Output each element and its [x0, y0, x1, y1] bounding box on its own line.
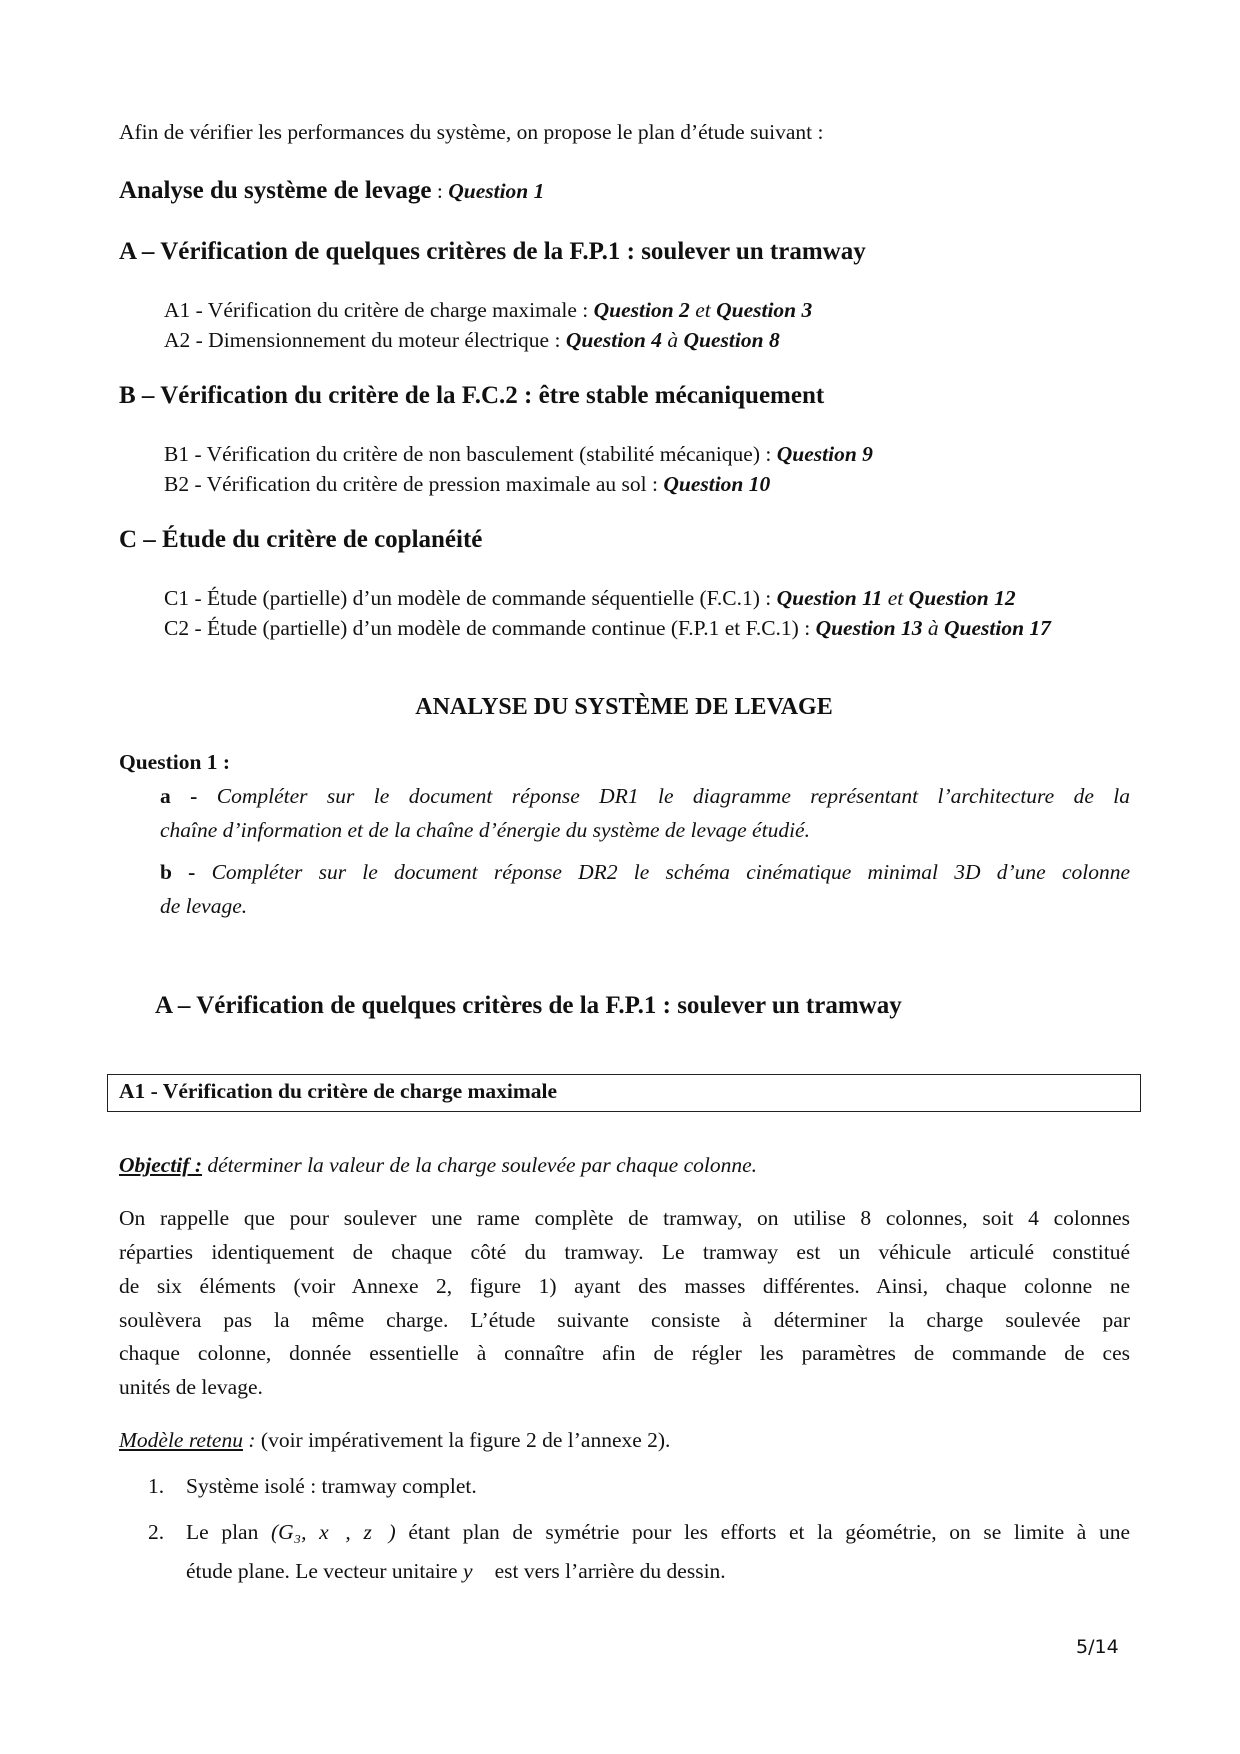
list-item-2-line2: [186, 1559, 726, 1585]
plan-c-title: C – Étude du critère de coplanéité: [119, 526, 483, 553]
list-item-2-line2-pre: étude plane. Le vecteur unitaire: [186, 1559, 463, 1583]
modele-text: (voir impérativement la figure 2 de l’annexe 2).: [255, 1428, 671, 1452]
plan-a1-q2: Question 3: [716, 298, 813, 322]
plan-c1-item: [164, 586, 1016, 612]
question1-a-label: a -: [160, 784, 198, 808]
plan-c1-q2: Question 12: [908, 586, 1016, 610]
list-item-2-math: (G₃, x⃗, z⃗): [270, 1520, 396, 1544]
list-item-1-text: Système isolé : tramway complet.: [186, 1474, 477, 1498]
list-item-2-vector: y⃗: [462, 1559, 490, 1583]
plan-a2-item: [164, 328, 780, 354]
plan-c2-q2: Question 17: [944, 616, 1051, 640]
plan-c2-conj: à: [922, 616, 944, 640]
question1-label: Question 1 :: [119, 750, 231, 774]
objectif-text: déterminer la valeur de la charge soulevée par chaque colonne.: [207, 1153, 758, 1177]
modele-colon: :: [242, 1428, 256, 1452]
modele-line: [119, 1428, 670, 1454]
plan-a2-text: A2 - Dimensionnement du moteur électrique :: [164, 328, 566, 352]
question1-a-line1: [160, 784, 1130, 810]
list-item-2-post: étant plan de symétrie pour les efforts et la géométrie, on se limite à une: [395, 1520, 1130, 1544]
plan-b2-item: [164, 472, 770, 498]
objectif-line: [119, 1153, 757, 1179]
question1-b-text1: Compléter sur le document réponse DR2 le schéma cinématique minimal 3D d’une colonne: [211, 860, 1131, 884]
part-a-title: A – Vérification de quelques critères de la F.P.1 : soulever un tramway: [155, 992, 902, 1019]
plan-a-title: A – Vérification de quelques critères de la F.P.1 : soulever un tramway: [119, 238, 866, 265]
plan-analyse-sep: :: [431, 179, 449, 203]
plan-b2-text: B2 - Vérification du critère de pression maximale au sol :: [164, 472, 664, 496]
plan-c2-item: [164, 616, 1051, 642]
plan-a2-q2: Question 8: [683, 328, 780, 352]
plan-analyse-question: Question 1: [448, 179, 545, 203]
plan-c1-text: C1 - Étude (partielle) d’un modèle de commande séquentielle (F.C.1) :: [164, 586, 777, 610]
paragraph-line-1: On rappelle que pour soulever une rame complète de tramway, on utilise 8 colonnes, soit 4 colonnes: [119, 1206, 1130, 1230]
intro-text: Afin de vérifier les performances du système, on propose le plan d’étude suivant :: [119, 120, 824, 144]
paragraph-line-6: unités de levage.: [119, 1375, 263, 1399]
plan-b1-q: Question 9: [776, 442, 873, 466]
plan-b-title: B – Vérification du critère de la F.C.2 : être stable mécaniquement: [119, 382, 825, 409]
paragraph-line-5: chaque colonne, donnée essentielle à connaître afin de régler les paramètres de commande de ces: [119, 1341, 1130, 1365]
section-title: ANALYSE DU SYSTÈME DE LEVAGE: [415, 694, 833, 720]
question1-a-line2: chaîne d’information et de la chaîne d’énergie du système de levage étudié.: [160, 818, 810, 842]
plan-b1-text: B1 - Vérification du critère de non basculement (stabilité mécanique) :: [164, 442, 777, 466]
plan-c2-q1: Question 13: [815, 616, 923, 640]
list-item-1-num: 1.: [148, 1474, 165, 1498]
plan-c2-text: C2 - Étude (partielle) d’un modèle de commande continue (F.P.1 et F.C.1) :: [164, 616, 816, 640]
plan-b1-item: [164, 442, 873, 468]
plan-a2-conj: à: [662, 328, 684, 352]
plan-a1-conj: et: [689, 298, 717, 322]
objectif-label: Objectif :: [119, 1153, 202, 1177]
question1-b-line2: de levage.: [160, 894, 248, 918]
paragraph-line-2: réparties identiquement de chaque côté du tramway. Le tramway est un véhicule articulé constitué: [119, 1240, 1130, 1264]
plan-analyse-heading: [119, 177, 544, 205]
plan-a2-q1: Question 4: [565, 328, 663, 352]
list-item-2-line1: [186, 1520, 1130, 1546]
plan-a1-text: A1 - Vérification du critère de charge maximale :: [164, 298, 594, 322]
question1-b-label: b -: [160, 860, 196, 884]
question1-a-text1: Compléter sur le document réponse DR1 le diagramme représentant l’architecture de la: [216, 784, 1130, 808]
question1-b-line1: [160, 860, 1130, 886]
modele-label: Modèle retenu: [119, 1428, 243, 1452]
plan-a1-q1: Question 2: [593, 298, 690, 322]
page-number: 5/14: [1076, 1636, 1119, 1658]
plan-analyse-title: Analyse du système de levage: [119, 177, 432, 204]
plan-c1-conj: et: [882, 586, 909, 610]
plan-a1-item: [164, 298, 812, 324]
list-item-2-pre: Le plan: [186, 1520, 271, 1544]
plan-b2-q: Question 10: [663, 472, 771, 496]
plan-c1-q1: Question 11: [776, 586, 883, 610]
a1-box-title: A1 - Vérification du critère de charge maximale: [119, 1079, 558, 1103]
list-item-2-num: 2.: [148, 1520, 165, 1544]
paragraph-line-4: soulèvera pas la même charge. L’étude suivante consiste à déterminer la charge soulevée par: [119, 1308, 1130, 1332]
list-item-2-line2-post: est vers l’arrière du dessin.: [489, 1559, 726, 1583]
paragraph-line-3: de six éléments (voir Annexe 2, figure 1) ayant des masses différentes. Ainsi, chaque colonne ne: [119, 1274, 1130, 1298]
